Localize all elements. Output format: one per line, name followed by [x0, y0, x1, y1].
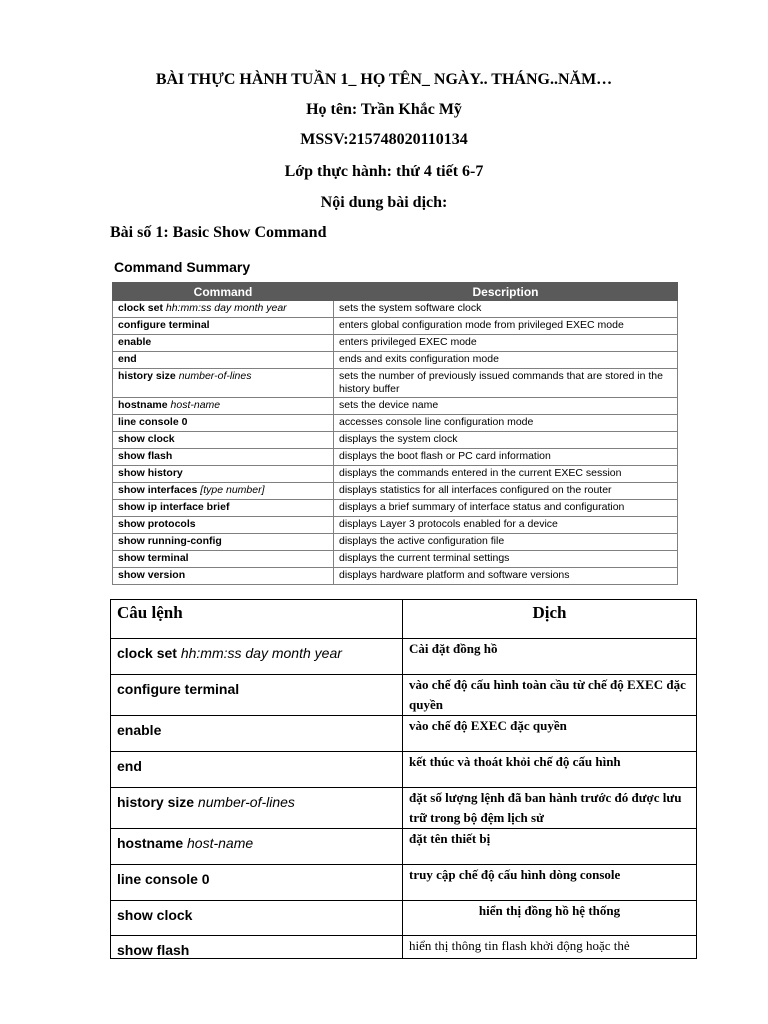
summary-command-cell — [113, 551, 334, 568]
summary-description: sets the system software clock — [334, 301, 678, 318]
summary-command: end — [118, 353, 137, 365]
summary-description: displays the current terminal settings — [334, 551, 678, 568]
summary-description: accesses console line configuration mode — [334, 415, 678, 432]
summary-row — [113, 551, 678, 568]
summary-command: show ip interface brief — [118, 501, 230, 513]
translation-row — [111, 675, 697, 716]
summary-command-cell — [113, 517, 334, 534]
summary-command-cell — [113, 449, 334, 466]
summary-command: enable — [118, 336, 152, 348]
summary-description: displays hardware platform and software versions — [334, 568, 678, 585]
student-id: MSSV:215748020110134 — [300, 131, 468, 148]
translation-row — [111, 936, 697, 959]
translation-command-cell — [111, 901, 403, 936]
summary-header-description: Description — [334, 283, 678, 301]
summary-description: displays Layer 3 protocols enabled for a device — [334, 517, 678, 534]
translation-command: history size — [117, 794, 195, 810]
header-title: BÀI THỰC HÀNH TUẦN 1_ HỌ TÊN_ NGÀY.. THÁNG..NĂM… — [155, 71, 613, 88]
translation-command: hostname — [117, 835, 184, 851]
student-name: Họ tên: Trần Khắc Mỹ — [306, 101, 462, 118]
summary-row — [113, 415, 678, 432]
translation-header-translation: Dịch — [403, 600, 697, 639]
summary-row — [113, 466, 678, 483]
summary-command: show flash — [118, 450, 173, 462]
summary-command-cell — [113, 568, 334, 585]
translation-text: vào chế độ cấu hình toàn cầu từ chế độ EXEC đặc quyền — [403, 675, 697, 716]
translation-body — [111, 639, 697, 959]
translation-command: show flash — [117, 942, 190, 958]
summary-command: show protocols — [118, 518, 196, 530]
summary-row — [113, 301, 678, 318]
summary-row — [113, 517, 678, 534]
translation-command-argument: hh:mm:ss day month year — [180, 645, 342, 661]
translation-command: line console 0 — [117, 871, 210, 887]
translation-row — [111, 752, 697, 788]
summary-description: displays statistics for all interfaces configured on the router — [334, 483, 678, 500]
translation-command-cell — [111, 752, 403, 788]
translation-text: đặt tên thiết bị — [403, 829, 697, 865]
summary-description: sets the device name — [334, 398, 678, 415]
translation-text: hiển thị đồng hồ hệ thống — [403, 901, 697, 936]
summary-command: show running-config — [118, 535, 222, 547]
translation-command-cell — [111, 788, 403, 829]
summary-command: show terminal — [118, 552, 189, 564]
summary-row — [113, 568, 678, 585]
summary-command: configure terminal — [118, 319, 210, 331]
summary-command-cell — [113, 352, 334, 369]
translation-command-cell — [111, 716, 403, 752]
summary-command: history size — [118, 370, 176, 382]
summary-row — [113, 483, 678, 500]
summary-row — [113, 432, 678, 449]
summary-description: displays a brief summary of interface status and configuration — [334, 500, 678, 517]
class-info: Lớp thực hành: thứ 4 tiết 6-7 — [284, 163, 484, 180]
summary-command-argument: number-of-lines — [178, 370, 252, 382]
summary-header-row — [113, 283, 678, 301]
summary-command-cell — [113, 335, 334, 352]
summary-row — [113, 335, 678, 352]
summary-command-cell — [113, 398, 334, 415]
translation-command: configure terminal — [117, 681, 240, 697]
summary-command-cell — [113, 318, 334, 335]
translation-text: truy cập chế độ cấu hình dòng console — [403, 865, 697, 901]
summary-command: show interfaces — [118, 484, 198, 496]
summary-command-argument: host-name — [170, 399, 221, 411]
translation-row — [111, 788, 697, 829]
summary-command-cell — [113, 483, 334, 500]
summary-description: sets the number of previously issued commands that are stored in the history buffer — [334, 369, 678, 398]
translation-table — [110, 599, 697, 959]
summary-description: enters global configuration mode from privileged EXEC mode — [334, 318, 678, 335]
translation-command-cell — [111, 675, 403, 716]
summary-description: displays the boot flash or PC card information — [334, 449, 678, 466]
summary-description: displays the system clock — [334, 432, 678, 449]
translation-command: enable — [117, 722, 162, 738]
translation-command-cell — [111, 865, 403, 901]
summary-row — [113, 398, 678, 415]
translation-text: kết thúc và thoát khỏi chế độ cấu hình — [403, 752, 697, 788]
translation-command-cell — [111, 829, 403, 865]
summary-command-cell — [113, 466, 334, 483]
summary-command: show clock — [118, 433, 175, 445]
summary-command: show version — [118, 569, 186, 581]
translation-header-command: Câu lệnh — [111, 600, 403, 639]
translation-text: vào chế độ EXEC đặc quyền — [403, 716, 697, 752]
summary-command-argument: hh:mm:ss day month year — [165, 302, 287, 314]
summary-command-cell — [113, 301, 334, 318]
translation-row — [111, 716, 697, 752]
summary-command-cell — [113, 415, 334, 432]
translation-command-argument: host-name — [187, 835, 254, 851]
summary-command: line console 0 — [118, 416, 188, 428]
summary-command-cell — [113, 500, 334, 517]
summary-row — [113, 352, 678, 369]
summary-row — [113, 534, 678, 551]
translation-command: clock set — [117, 645, 177, 661]
summary-command: clock set — [118, 302, 163, 314]
summary-command-argument: [type number] — [200, 484, 265, 496]
summary-command: hostname — [118, 399, 168, 411]
translation-text: Cài đặt đồng hồ — [403, 639, 697, 675]
summary-row — [113, 500, 678, 517]
section-title: Bài số 1: Basic Show Command — [110, 224, 327, 241]
translation-text: hiển thị thông tin flash khởi động hoặc thẻ — [403, 936, 697, 959]
summary-description: displays the active configuration file — [334, 534, 678, 551]
summary-header-command: Command — [113, 283, 334, 301]
summary-row — [113, 449, 678, 466]
translation-row — [111, 901, 697, 936]
translation-command: show clock — [117, 907, 193, 923]
translation-text: đặt số lượng lệnh đã ban hành trước đó được lưu trữ trong bộ đệm lịch sử — [403, 788, 697, 829]
translation-command-cell — [111, 639, 403, 675]
translation-header-row — [111, 600, 697, 639]
summary-command-cell — [113, 369, 334, 398]
summary-description: ends and exits configuration mode — [334, 352, 678, 369]
summary-description: enters privileged EXEC mode — [334, 335, 678, 352]
summary-command: show history — [118, 467, 183, 479]
translation-row — [111, 865, 697, 901]
command-summary-table — [112, 282, 678, 585]
summary-description: displays the commands entered in the current EXEC session — [334, 466, 678, 483]
summary-body — [113, 301, 678, 585]
translation-row — [111, 829, 697, 865]
translation-row — [111, 639, 697, 675]
summary-command-cell — [113, 534, 334, 551]
summary-row — [113, 318, 678, 335]
translation-command: end — [117, 758, 142, 774]
content-label: Nội dung bài dịch: — [320, 194, 448, 211]
summary-command-cell — [113, 432, 334, 449]
summary-row — [113, 369, 678, 398]
translation-command-cell — [111, 936, 403, 959]
command-summary-title: Command Summary — [114, 259, 251, 275]
translation-command-argument: number-of-lines — [197, 794, 295, 810]
